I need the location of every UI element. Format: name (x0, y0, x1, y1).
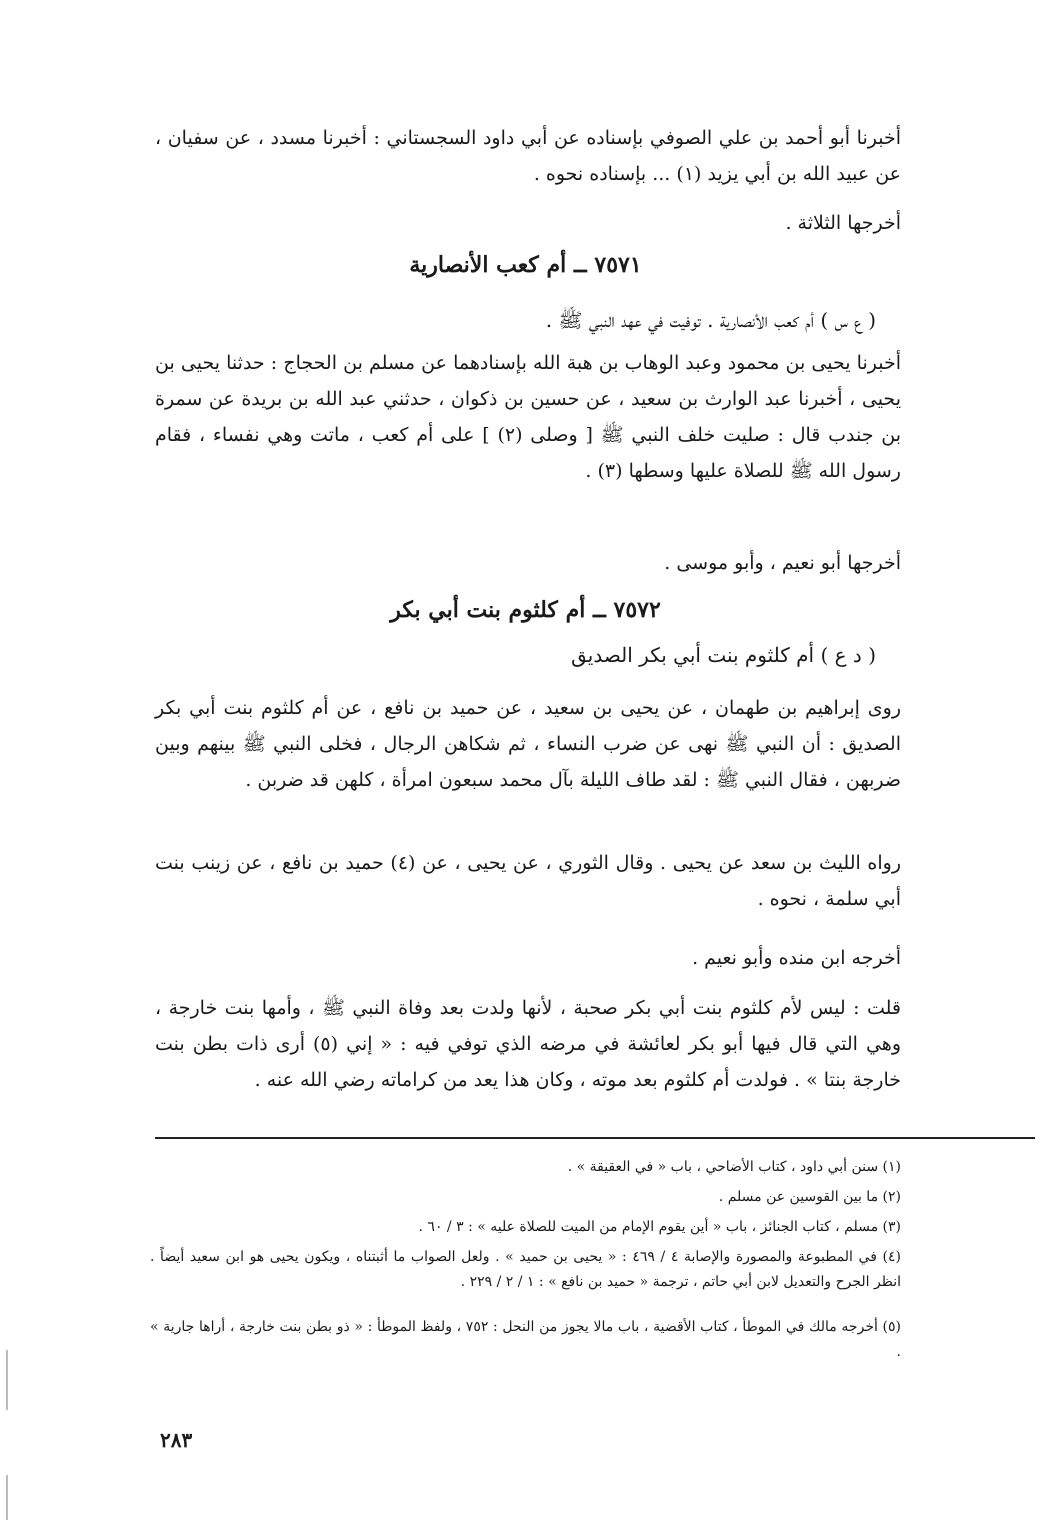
entry-title-7572: ( د ع ) أم كلثوم بنت أبي بكر الصديق (571, 643, 876, 667)
entry-heading-7572: ٧٥٧٢ ــ أم كلثوم بنت أبي بكر (390, 597, 661, 623)
scan-edge-mark (6, 1350, 8, 1410)
paragraph-attribution-7572: أخرجه ابن منده وأبو نعيم . (692, 947, 901, 969)
paragraph-comment-7572: قلت : ليس لأم كلثوم بنت أبي بكر صحبة ، لأنها ولدت بعد وفاة النبي ﷺ ، وأمها بنت خارجة ، وهي التي قال فيها أبو بكر لعائشة في مرضه الذي توفي فيه : « إني (٥) أرى ذات بطن بنت خارجة بنتا » . فولدت أم كلثوم بعد موته ، وكان هذا يعد من كراماته رضي الله عنه . (155, 997, 901, 1091)
paragraph-hadith-7572: روى إبراهيم بن طهمان ، عن يحيى بن سعيد ، عن حميد بن نافع ، عن أم كلثوم بنت أبي بكر الصديق : أن النبي ﷺ نهى عن ضرب النساء ، ثم شكاهن الرجال ، فخلى النبي ﷺ بينهم وبين ضربهن ، فقال النبي ﷺ : لقد طاف الليلة بآل محمد سبعون امرأة ، كلهن قد ضربن . (155, 697, 901, 791)
footnote-3: (٣) مسلم ، كتاب الجنائز ، باب « أين يقوم الإمام من الميت للصلاة عليه » : ٣ / ٦٠ . (418, 1219, 901, 1235)
footnote-4: (٤) في المطبوعة والمصورة والإصابة ٤ / ٤٦٩ : « يحيى بن حميد » . ولعل الصواب ما أثبتناه ، ويكون يحيى هو ابن سعيد أيضاً . انظر الجرح والتعديل لابن أبي حاتم ، ترجمة « حميد بن نافع » : ١ / ٢ / ٢٢٩ . (150, 1249, 901, 1290)
footnote-5: (٥) أخرجه مالك في الموطأ ، كتاب الأقضية ، باب مالا يجوز من النحل : ٧٥٢ ، ولفظ الموطأ : « ذو بطن بنت خارجة ، أراها جارية » . (150, 1319, 901, 1360)
paragraph-attribution-7571: أخرجها أبو نعيم ، وأبو موسى . (664, 552, 901, 574)
entry-heading-7571: ٧٥٧١ ــ أم كعب الأنصارية (409, 252, 642, 278)
page-number: ٢٨٣ (160, 1428, 193, 1452)
paragraph-attribution: أخرجها الثلاثة . (785, 212, 901, 234)
footnote-2: (٢) ما بين القوسين عن مسلم . (718, 1189, 901, 1205)
paragraph-riwaya-7572: رواه الليث بن سعد عن يحيى . وقال الثوري ، عن يحيى ، عن (٤) حميد بن نافع ، عن زينب بنت أبي سلمة ، نحوه . (155, 852, 901, 910)
paragraph-hadith-7571: أخبرنا يحيى بن محمود وعبد الوهاب بن هبة الله بإسنادهما عن مسلم بن الحجاج : حدثنا يحيى بن يحيى ، أخبرنا عبد الوارث بن سعيد ، عن حسين بن ذكوان ، حدثني عبد الله بن بريدة عن سمرة بن جندب قال : صليت خلف النبي ﷺ [ وصلى (٢) ] على أم كعب ، ماتت وهي نفساء ، فقام رسول الله ﷺ للصلاة عليها وسطها (٣) . (155, 352, 901, 482)
scan-edge-mark (6, 1475, 8, 1520)
footnote-1: (١) سنن أبي داود ، كتاب الأضاحي ، باب « في العقيقة » . (567, 1159, 901, 1175)
footnote-divider (155, 1137, 1035, 1139)
paragraph-intro: أخبرنا أبو أحمد بن علي الصوفي بإسناده عن أبي داود السجستاني : أخبرنا مسدد ، عن سفيان ، عن عبيد الله بن أبي يزيد (١) ... بإسناده نحوه . (155, 127, 901, 185)
entry-title-7571: ( ع س ) أم كعب الأنصارية . توفيت في عهد النبي ﷺ . (545, 308, 876, 332)
